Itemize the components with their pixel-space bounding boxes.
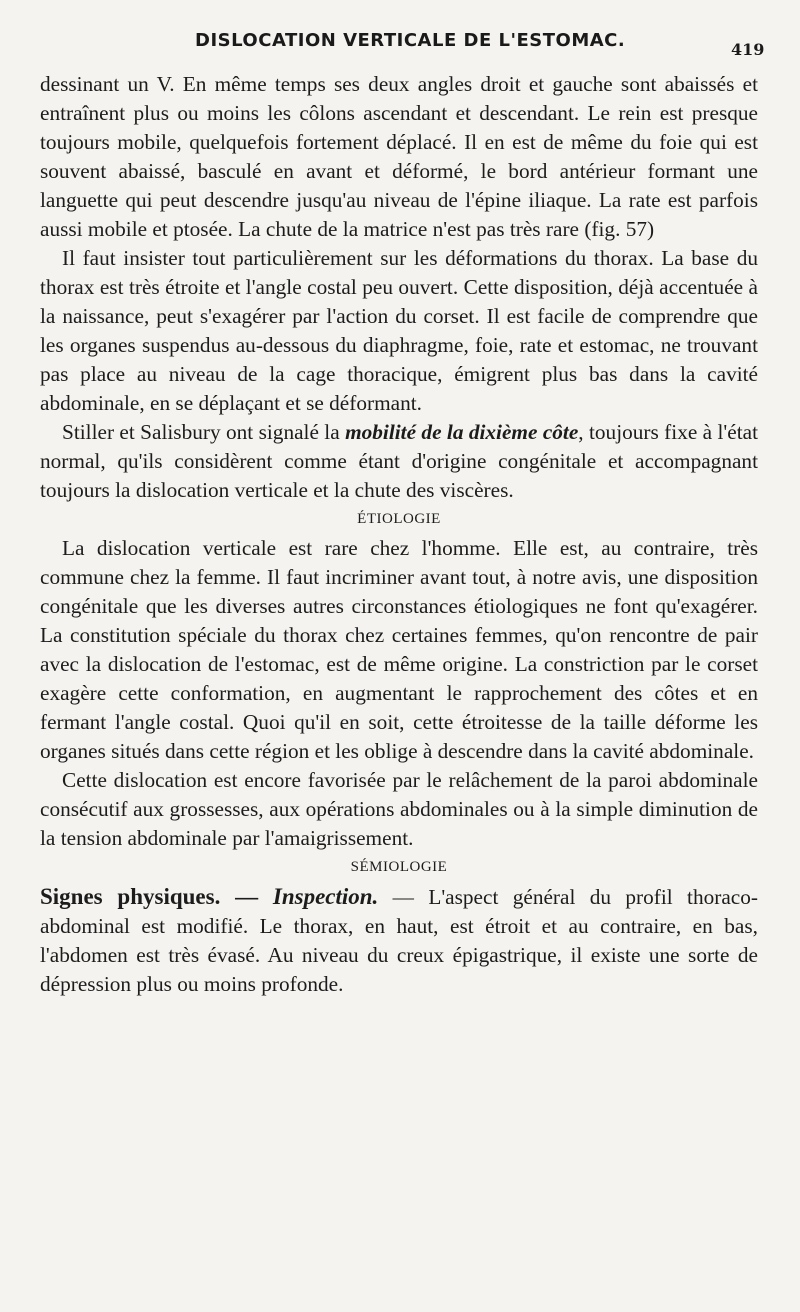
body-text [40, 70, 758, 999]
paragraph-stiller-salisbury [40, 418, 758, 505]
paragraph-etiologie: La dislocation verticale est rare chez l'homme. Elle est, au contraire, très commune chez la femme. Il faut incriminer avant tout, à notre avis, une disposition congénitale que les diverses autres circonstances étiologiques ne font qu'exagérer. La constitution spéciale du thorax chez certaines femmes, qu'on rencontre de pair avec la dislocation de l'estomac, est de même origine. La constriction par le corset exagère cette conformation, en augmentant le rapprochement des côtes et en fermant l'angle costal. Quoi qu'il en soit, cette étroitesse de la taille déforme les organes situés dans cette région et les oblige à descendre dans la cavité abdominale. [40, 536, 758, 763]
page-number: 419 [731, 40, 765, 59]
subsection-subtitle: Inspection. [272, 884, 379, 909]
running-head: DISLOCATION VERTICALE DE L'ESTOMAC. [195, 30, 626, 51]
paragraph-thorax-deformation: Il faut insister tout particulièrement sur les déformations du thorax. La base du thorax est très étroite et l'angle costal peu ouvert. Cette disposition, déjà accentuée à la naissance, peut s'exagérer par l'action du corset. Il est facile de comprendre que les organes suspendus au-dessous du diaphragme, foie, rate et estomac, ne trouvant pas place au niveau de la cage thoracique, émigrent plus bas dans la cavité abdominale, en se déplaçant et se déformant. [40, 246, 758, 415]
section-heading-semiologie: SÉMIOLOGIE [350, 859, 448, 875]
paragraph-text: Stiller et Salisbury ont signalé la [62, 420, 340, 444]
paragraph-signes-physiques [40, 882, 758, 999]
dash: — [220, 884, 273, 909]
paragraph-relachement: Cette dislocation est encore favorisée par le relâchement de la paroi abdominale consécutif aux grossesses, aux opérations abdominales ou à la simple diminution de la tension abdominale par l'amaigrissement. [40, 768, 758, 850]
paragraph-text: L'aspect général du profil thoraco-abdominal est modifié. Le thorax, en haut, est étroit et au contraire, en bas, l'abdomen est très évasé. Au niveau du creux épigastrique, il existe une sorte de dépression plus ou moins profonde. [40, 885, 758, 996]
subsection-title: Signes physiques. [40, 884, 221, 909]
paragraph-continuation: dessinant un V. En même temps ses deux angles droit et gauche sont abaissés et entraînent plus ou moins les côlons ascendant et descendant. Le rein est presque toujours mobile, quelquefois fortement déplacé. Il en est de même du foie qui est souvent abaissé, basculé en avant et déformé, le bord antérieur formant une languette qui peut descendre jusqu'au niveau de l'épine iliaque. La rate est parfois aussi mobile et ptosée. La chute de la matrice n'est pas très rare (fig. 57) [40, 72, 758, 241]
paragraph-text: , toujours fixe à l'état normal, qu'ils considèrent comme étant d'origine congénitale et accompagnant toujours la dislocation verticale et la chute des viscères. [40, 420, 758, 502]
emphasis-text: mobilité de la dixième côte [345, 420, 579, 444]
section-heading-etiologie: ÉTIOLOGIE [357, 511, 441, 527]
dash: — [378, 885, 429, 909]
